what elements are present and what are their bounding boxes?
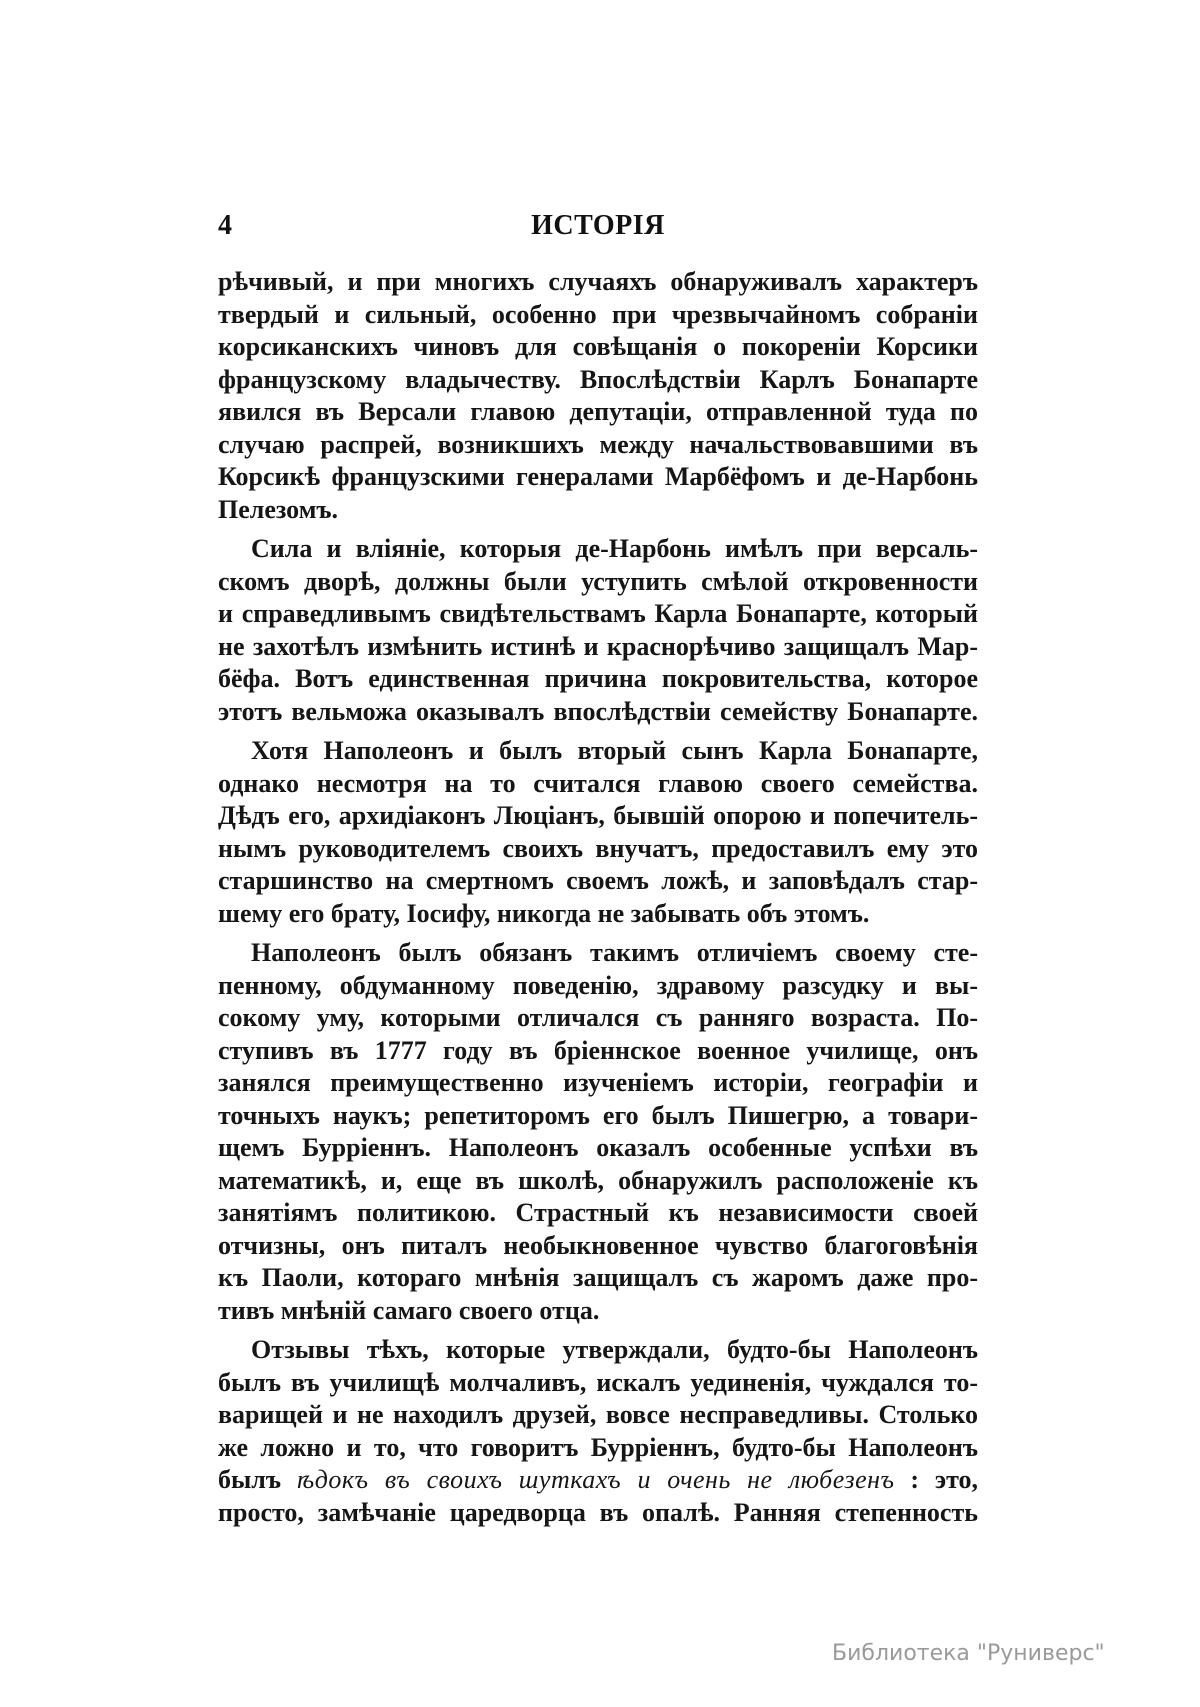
paragraph (218, 735, 978, 930)
text-line: же ложно и то, что говоритъ Бурріеннъ, будто-бы Наполеонъ (218, 1432, 978, 1462)
text-line: тивъ мнѣній самаго своего отца. (218, 1295, 600, 1325)
text-line: отчизны, онъ питалъ необыкновенное чувство благоговѣнія (218, 1230, 978, 1260)
text-line: и справедливымъ свидѣтельствамъ Карла Бонапарте, который (218, 599, 978, 628)
body-text (218, 266, 978, 1536)
text-line: занятіямъ политикою. Страстный къ независимости своей (218, 1198, 978, 1227)
text-line: французскому владычеству. Впослѣдствіи Карлъ Бонапарте (218, 364, 978, 394)
page-number: 4 (218, 210, 232, 241)
text-line: однако несмотря на то считался главою своего семейства. (218, 768, 978, 798)
text-line: бёфа. Вотъ единственная причина покровительства, которое (218, 664, 978, 693)
text-line: рѣчивый, и при многихъ случаяхъ обнаруживалъ характеръ (218, 267, 978, 296)
text-line: пенному, обдуманному поведенію, здравому разсудку и вы- (218, 970, 978, 1000)
text-line: явился въ Версали главою депутаціи, отправленной туда по (218, 397, 978, 426)
text-line: Дѣдъ его, архидіаконъ Люціанъ, бывшій опорою и попечитель- (218, 801, 978, 830)
text-segment: : это, (910, 1465, 979, 1494)
text-line: старшинство на смертномъ своемъ ложѣ, и заповѣдалъ стар- (218, 866, 978, 895)
text-line: Отзывы тѣхъ, которые утверждали, будто-бы Наполеонъ (251, 1335, 978, 1364)
page-header (218, 208, 978, 244)
text-line: Хотя Наполеонъ и былъ вторый сынъ Карла Бонапарте, (251, 736, 978, 765)
running-title: ИСТОРІЯ (531, 210, 665, 241)
paragraph (218, 266, 978, 526)
text-line: твердый и сильный, особенно при чрезвычайномъ собраніи (218, 299, 978, 329)
text-line: скомъ дворѣ, должны были уступить смѣлой откровенности (218, 566, 978, 596)
text-line: корсиканскихъ чиновъ для совѣщанія о покореніи Корсики (218, 332, 978, 361)
text-line: варищей и не находилъ друзей, вовсе несправедливы. Столько (218, 1400, 978, 1429)
text-line: не захотѣлъ измѣнить истинѣ и краснорѣчиво защищалъ Мар- (218, 631, 978, 661)
text-line (218, 1464, 978, 1497)
text-line: Сила и вліяніе, которыя де-Нарбонь имѣлъ при версаль- (251, 534, 978, 563)
library-watermark: Библиотека "Руниверс" (832, 1641, 1105, 1666)
text-line: сокому уму, которыми отличался съ ранняго возраста. По- (218, 1003, 978, 1032)
text-line: этотъ вельможа оказывалъ впослѣдствіи семейству Бонапарте. (218, 696, 978, 726)
text-line: Пелезомъ. (218, 494, 339, 524)
text-line: шему его брату, Іосифу, никогда не забывать объ этомъ. (218, 898, 870, 928)
text-line: къ Паоли, котораго мнѣнія защищалъ съ жаромъ даже про- (218, 1263, 978, 1292)
text-line: нымъ руководителемъ своихъ внучатъ, предоставилъ ему это (218, 833, 978, 863)
italic-quote: ѣдокъ въ своихъ шуткахъ и очень не любезенъ (296, 1465, 895, 1494)
paragraph (218, 1334, 978, 1529)
text-line: случаю распрей, возникшихъ между начальствовавшими въ (218, 429, 978, 459)
text-line: Наполеонъ былъ обязанъ такимъ отличіемъ своему сте- (251, 938, 978, 967)
paragraph (218, 533, 978, 728)
text-segment: былъ (218, 1465, 297, 1494)
text-line: точныхъ наукъ; репетиторомъ его былъ Пишегрю, а товари- (218, 1100, 978, 1130)
text-line: математикѣ, и, еще въ школѣ, обнаружилъ расположеніе къ (218, 1165, 978, 1195)
text-line: просто, замѣчаніе царедворца въ опалѣ. Ранняя степенность (218, 1497, 978, 1527)
text-line: ступивъ въ 1777 году въ бріеннское военное училище, онъ (218, 1035, 978, 1065)
text-line: щемъ Бурріеннъ. Наполеонъ оказалъ особенные успѣхи въ (218, 1133, 978, 1162)
paragraph (218, 937, 978, 1327)
text-line: былъ въ училищѣ молчаливъ, искалъ уединенія, чуждался то- (218, 1367, 978, 1397)
text-line: занялся преимущественно изученіемъ исторіи, географіи и (218, 1068, 978, 1097)
text-line: Корсикѣ французскими генералами Марбёфомъ и де-Нарбонь (218, 462, 978, 491)
